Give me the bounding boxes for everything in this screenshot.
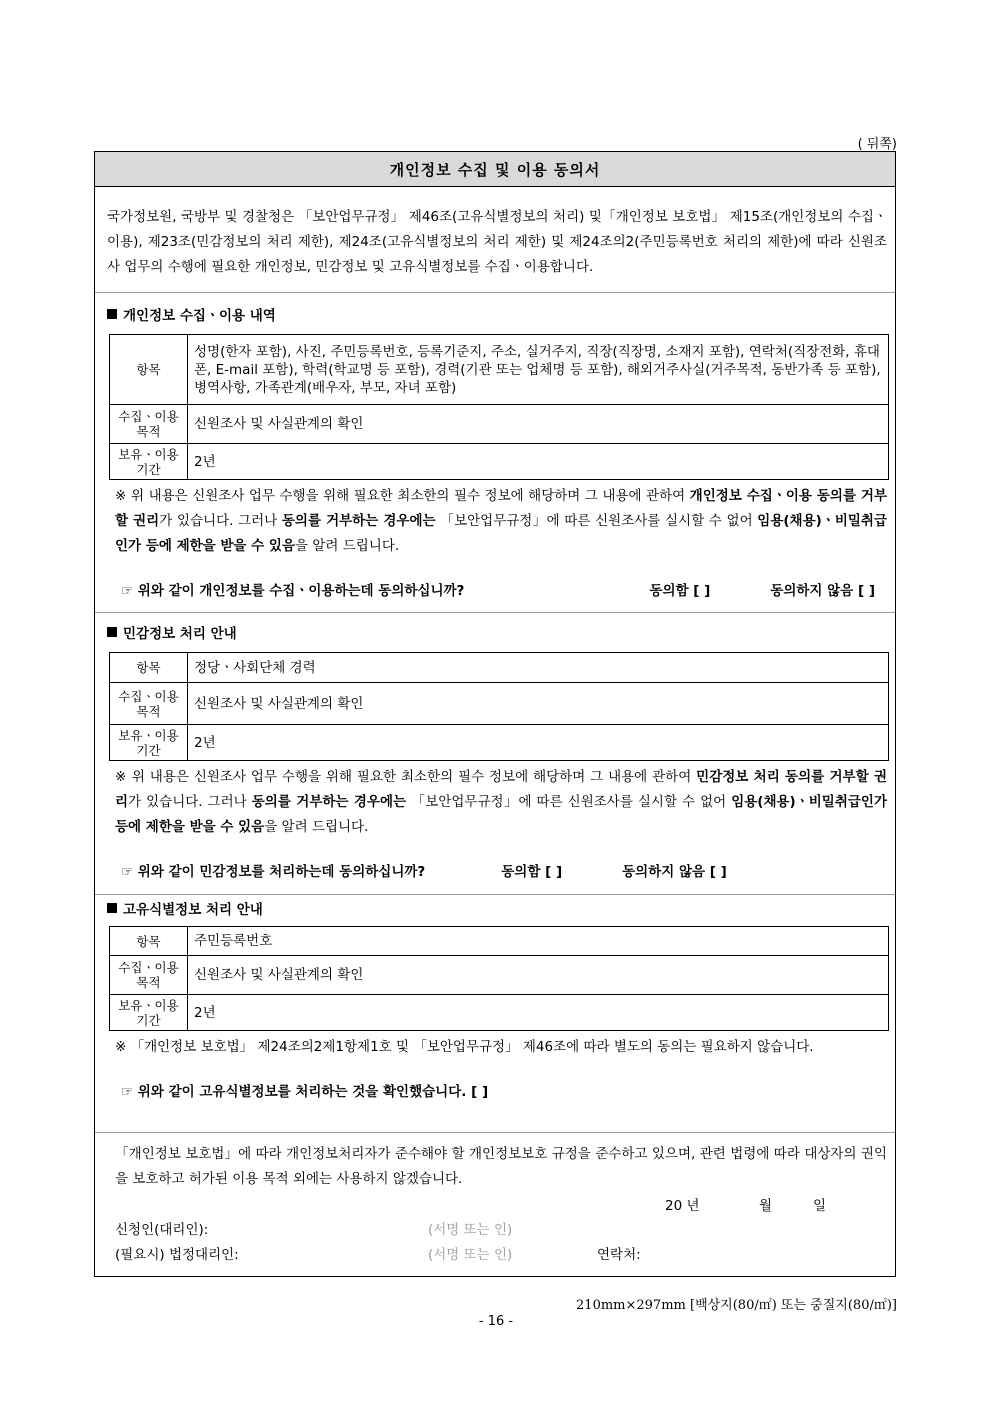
applicant-line xyxy=(95,1218,895,1238)
notice-text: 「보안업무규정」에 따른 신원조사를 실시할 수 없어 xyxy=(435,513,758,529)
consent-form xyxy=(94,151,896,1277)
notice-text: ※ 위 내용은 신원조사 업무 수행을 위해 필요한 최소한의 필수 정보에 해당하며 그 내용에 관하여 xyxy=(115,769,697,785)
table-key: 항목 xyxy=(110,335,188,405)
notice-paragraph xyxy=(95,484,895,559)
applicant-signature[interactable]: (서명 또는 인) xyxy=(428,1222,513,1238)
consent-question xyxy=(95,860,895,880)
table-value: 2년 xyxy=(188,444,889,480)
table-key: 수집ㆍ이용 목적 xyxy=(110,683,188,725)
personal-info-section xyxy=(95,304,895,599)
section-heading-text: 민감정보 처리 안내 xyxy=(123,626,237,642)
section-divider xyxy=(95,612,895,613)
table-value: 신원조사 및 사실관계의 확인 xyxy=(188,405,889,444)
table-value: 주민등록번호 xyxy=(188,927,889,956)
table-value: 신원조사 및 사실관계의 확인 xyxy=(188,683,889,725)
table-row xyxy=(110,995,889,1031)
contact-label[interactable]: 연락처: xyxy=(597,1247,641,1263)
notice-bold: 임용(채용)ㆍ비밀취급인가 등에 제한을 받을 수 있음 xyxy=(115,513,888,554)
square-bullet-icon xyxy=(107,309,117,319)
section-heading xyxy=(95,622,895,642)
table-key: 항목 xyxy=(110,653,188,683)
agree-checkbox[interactable]: 동의함 [ ] xyxy=(649,583,711,599)
unique-id-section xyxy=(95,898,895,1100)
disagree-checkbox[interactable]: 동의하지 않음 [ ] xyxy=(770,583,875,599)
section-heading-text: 고유식별정보 처리 안내 xyxy=(123,902,263,918)
table-row xyxy=(110,956,889,995)
table-key: 보유ㆍ이용 기간 xyxy=(110,444,188,480)
section-heading xyxy=(95,898,895,918)
unique-id-table xyxy=(109,926,889,1031)
notice-text: 가 있습니다. 그러나 xyxy=(128,794,252,810)
date-day[interactable]: 일 xyxy=(813,1198,827,1214)
representative-line xyxy=(95,1243,895,1263)
consent-question xyxy=(95,579,895,599)
notice-text: ※ 위 내용은 신원조사 업무 수행을 위해 필요한 최소한의 필수 정보에 해당하며 그 내용에 관하여 xyxy=(115,488,690,504)
date-line xyxy=(95,1194,895,1214)
notice-bold: 임용(채용)ㆍ비밀취급인가 등에 제한을 받을 수 있음 xyxy=(115,794,887,835)
table-row xyxy=(110,444,889,480)
sensitive-info-section xyxy=(95,622,895,880)
table-key: 수집ㆍ이용 목적 xyxy=(110,405,188,444)
table-key: 항목 xyxy=(110,927,188,956)
table-value: 신원조사 및 사실관계의 확인 xyxy=(188,956,889,995)
table-row xyxy=(110,725,889,761)
agree-checkbox[interactable]: 동의함 [ ] xyxy=(501,864,563,880)
table-row xyxy=(110,335,889,405)
back-side-label: ( 뒤쪽) xyxy=(857,137,897,152)
section-heading xyxy=(95,304,895,324)
question-text: ☞ 위와 같이 고유식별정보를 처리하는 것을 확인했습니다. [ ] xyxy=(121,1084,489,1100)
disagree-checkbox[interactable]: 동의하지 않음 [ ] xyxy=(622,864,727,880)
notice-text: 을 알려 드립니다. xyxy=(264,819,369,835)
personal-info-table xyxy=(109,334,889,480)
notice-paragraph xyxy=(95,765,895,840)
section-heading-text: 개인정보 수집ㆍ이용 내역 xyxy=(123,308,276,324)
closing-paragraph: 「개인정보 보호법」에 따라 개인정보처리자가 준수해야 할 개인정보보호 규정을 준수하고 있으며, 관련 법령에 따라 대상자의 권익을 보호하고 허가된 이용 목적 외에는 사용하지 않겠습니다. xyxy=(115,1146,887,1187)
table-value: 정당ㆍ사회단체 경력 xyxy=(188,653,889,683)
table-value: 2년 xyxy=(188,725,889,761)
notice-bold: 민감정보 처리 동의를 거부할 권리 xyxy=(115,769,887,810)
square-bullet-icon xyxy=(107,903,117,913)
date-month[interactable]: 월 xyxy=(759,1198,773,1214)
table-row xyxy=(110,405,889,444)
section-divider xyxy=(95,1132,895,1133)
table-value: 2년 xyxy=(188,995,889,1031)
representative-signature[interactable]: (서명 또는 인) xyxy=(428,1247,513,1263)
paper-size-note: 210mm×297mm [백상지(80/㎡) 또는 중질지(80/㎡)] xyxy=(576,1298,897,1313)
notice-text: 가 있습니다. 그러나 xyxy=(159,513,282,529)
form-title: 개인정보 수집 및 이용 동의서 xyxy=(95,152,895,187)
notice-bold: 개인정보 수집ㆍ이용 동의를 거부할 권리 xyxy=(115,488,887,529)
intro-paragraph: 국가정보원, 국방부 및 경찰청은 「보안업무규정」 제46조(고유식별정보의 처리) 및「개인정보 보호법」 제15조(개인정보의 수집ㆍ이용), 제23조(민감정보의 처리 제한), 제24조(고유식별정보의 처리 제한) 및 제24조의2(주민등록번호 처리의 제한)에 따라 신원조사 업무의 수행에 필요한 개인정보, 민감정보 및 고유식별정보를 수집ㆍ이용합니다. xyxy=(95,187,895,293)
notice-text: 을 알려 드립니다. xyxy=(295,538,400,554)
notice-text: 「보안업무규정」에 따른 신원조사를 실시할 수 없어 xyxy=(406,794,732,810)
table-row xyxy=(110,927,889,956)
table-row xyxy=(110,653,889,683)
table-row xyxy=(110,683,889,725)
table-key: 보유ㆍ이용 기간 xyxy=(110,725,188,761)
page-number: - 16 - xyxy=(478,1314,514,1329)
square-bullet-icon xyxy=(107,627,117,637)
notice-bold: 동의를 거부하는 경우에는 xyxy=(281,513,436,529)
sensitive-info-table xyxy=(109,652,889,761)
date-year[interactable]: 20 년 xyxy=(665,1198,700,1214)
notice-paragraph: ※ 「개인정보 보호법」 제24조의2제1항제1호 및 「보안업무규정」 제46조에 따라 별도의 동의는 필요하지 않습니다. xyxy=(115,1039,814,1055)
confirm-question[interactable] xyxy=(95,1080,895,1100)
table-value: 성명(한자 포함), 사진, 주민등록번호, 등록기준지, 주소, 실거주지, 직장(직장명, 소재지 포함), 연락처(직장전화, 휴대폰, E-mail 포함), 학력(학교명 등 포함), 경력(기관 또는 업체명 등 포함), 해외거주사실(거주목적, 동반가족 등 포함), 병역사항, 가족관계(배우자, 부모, 자녀 포함) xyxy=(188,335,889,405)
question-text: ☞ 위와 같이 개인정보를 수집ㆍ이용하는데 동의하십니까? xyxy=(121,583,465,599)
table-key: 수집ㆍ이용 목적 xyxy=(110,956,188,995)
representative-label: (필요시) 법정대리인: xyxy=(115,1247,239,1263)
notice-bold: 동의를 거부하는 경우에는 xyxy=(251,794,407,810)
table-key: 보유ㆍ이용 기간 xyxy=(110,995,188,1031)
question-text: ☞ 위와 같이 민감정보를 처리하는데 동의하십니까? xyxy=(121,864,426,880)
applicant-label: 신청인(대리인): xyxy=(115,1222,209,1238)
section-divider xyxy=(95,894,895,895)
